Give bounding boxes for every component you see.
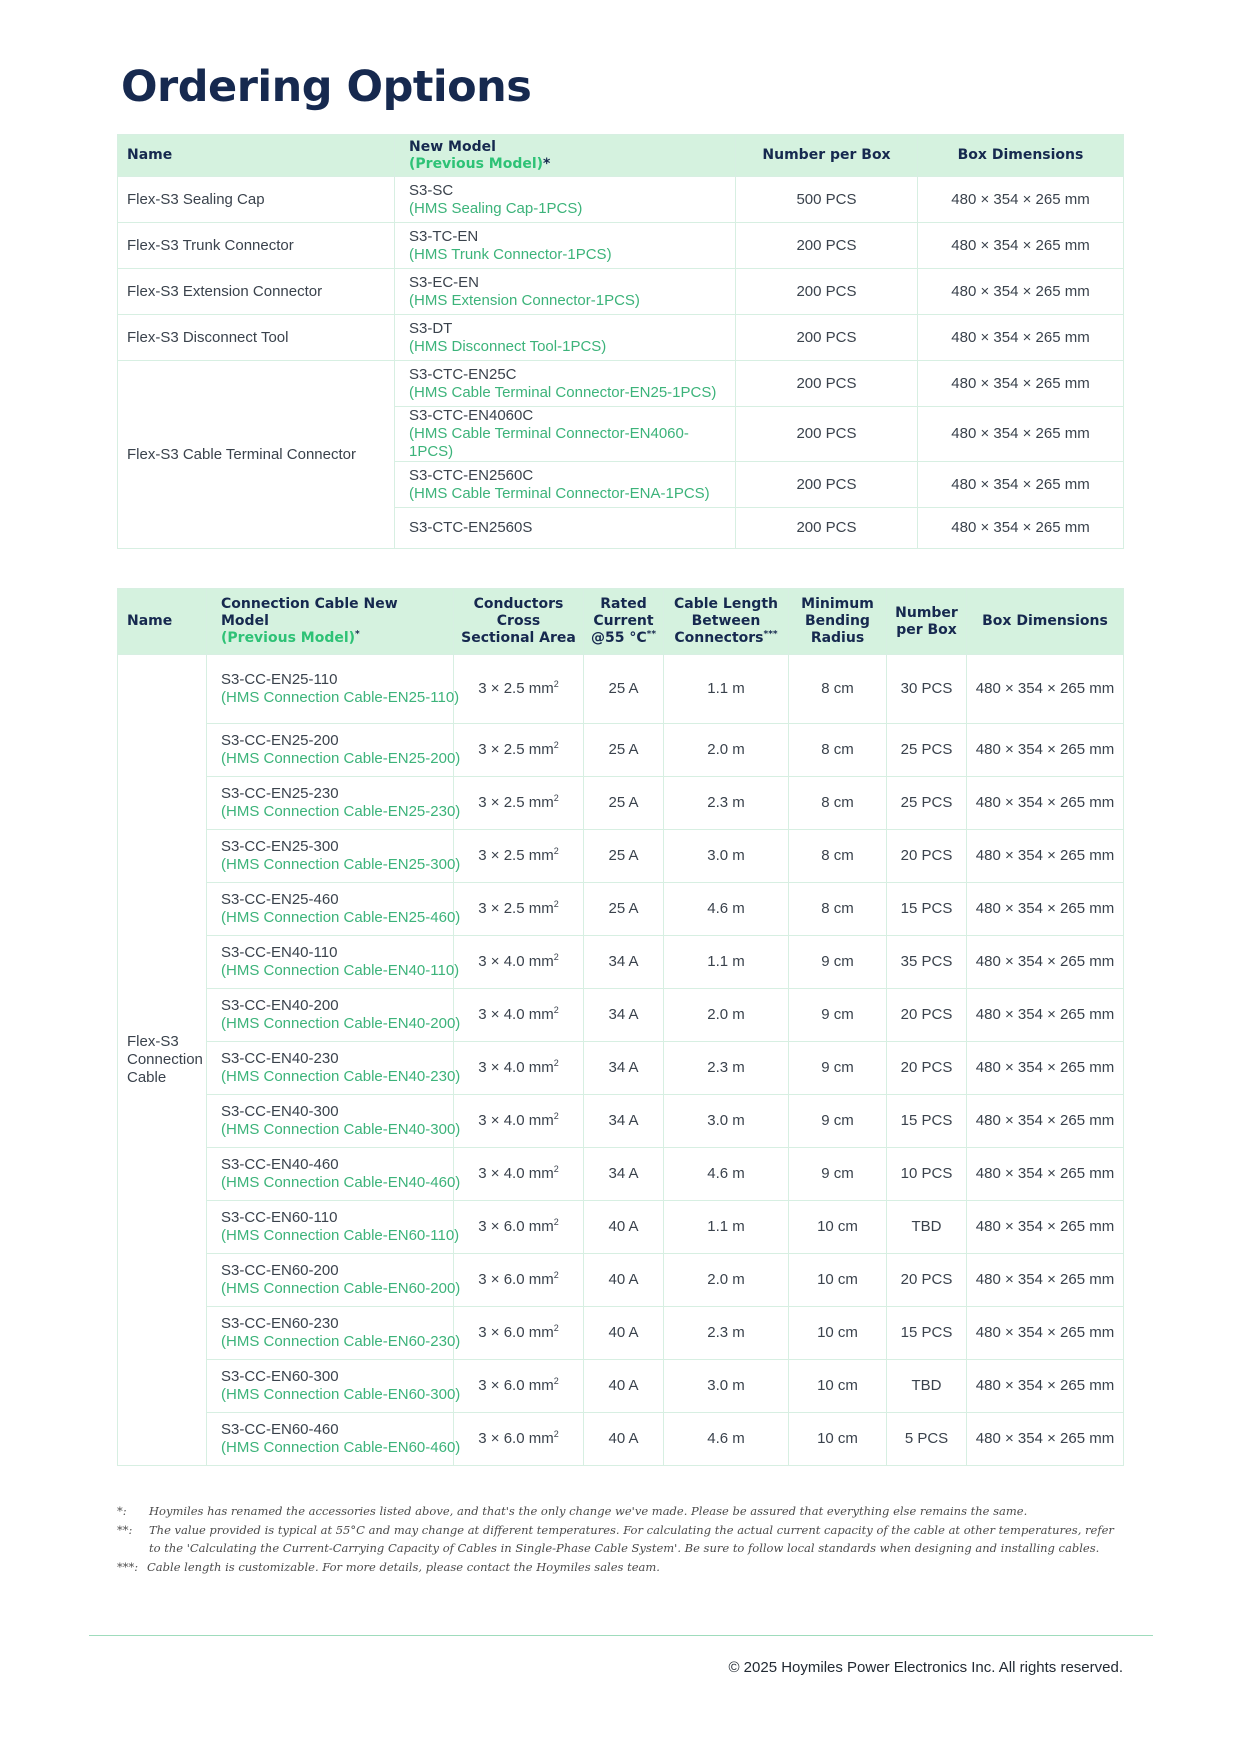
- previous-model: (HMS Connection Cable-EN40-200): [221, 1015, 461, 1032]
- table-row: [118, 1360, 1124, 1413]
- model-cell: [207, 936, 460, 989]
- new-model: S3-CC-EN40-300: [221, 1103, 339, 1120]
- model-cell: [207, 1148, 461, 1201]
- header-line: @55 °C: [590, 630, 647, 646]
- bending-radius-cell: 9 cm: [789, 1095, 887, 1148]
- table-row: [118, 1254, 1124, 1307]
- header-line: Sectional Area: [461, 630, 576, 646]
- rated-current-cell: 34 A: [584, 1042, 664, 1095]
- name-cell: Flex-S3 Sealing Cap: [118, 177, 395, 223]
- header-line: Current: [593, 613, 654, 629]
- table-row: [118, 269, 1124, 315]
- area-value: 3 × 6.0 mm: [478, 1271, 554, 1288]
- name-cell: Flex-S3 Extension Connector: [118, 269, 395, 315]
- new-model: S3-CC-EN25-300: [221, 838, 339, 855]
- number-per-box-cell: 20 PCS: [887, 830, 967, 883]
- box-dimensions-cell: 480 × 354 × 265 mm: [967, 1360, 1124, 1413]
- col-header-cable-length: [664, 589, 789, 655]
- col-header-model-label: Connection Cable New Model: [221, 596, 398, 629]
- number-per-box-cell: TBD: [887, 1360, 967, 1413]
- area-exponent: 2: [553, 679, 559, 689]
- cross-sectional-area-cell: [454, 1042, 584, 1095]
- name-cell: Flex-S3 Connection Cable: [118, 655, 207, 1466]
- new-model: S3-CC-EN60-300: [221, 1368, 339, 1385]
- previous-model: (HMS Disconnect Tool-1PCS): [409, 337, 607, 355]
- box-dimensions-cell: 480 × 354 × 265 mm: [967, 830, 1124, 883]
- model-cell: [207, 883, 461, 936]
- area-exponent: 2: [553, 740, 559, 750]
- area-value: 3 × 2.5 mm: [478, 847, 554, 864]
- box-dimensions-cell: 480 × 354 × 265 mm: [918, 315, 1124, 361]
- cross-sectional-area-cell: [454, 1201, 584, 1254]
- area-exponent: 2: [553, 899, 559, 909]
- number-per-box-cell: 25 PCS: [887, 777, 967, 830]
- col-header-model: [395, 135, 736, 177]
- area-exponent: 2: [553, 1005, 559, 1015]
- model-cell: [207, 777, 461, 830]
- bending-radius-cell: 9 cm: [789, 1042, 887, 1095]
- number-per-box-cell: 15 PCS: [887, 1307, 967, 1360]
- name-cell: Flex-S3 Disconnect Tool: [118, 315, 395, 361]
- col-header-box-dimensions: Box Dimensions: [967, 589, 1124, 655]
- rated-current-cell: 40 A: [584, 1254, 664, 1307]
- header-line: Bending: [805, 613, 870, 629]
- col-header-cross-sectional-area: [454, 589, 584, 655]
- number-per-box-cell: 200 PCS: [736, 223, 918, 269]
- new-model: S3-TC-EN: [409, 227, 479, 245]
- rated-current-cell: 25 A: [584, 724, 664, 777]
- col-header-model: [207, 589, 454, 655]
- cross-sectional-area-cell: [454, 1095, 584, 1148]
- cross-sectional-area-cell: [454, 1360, 584, 1413]
- footer-divider: [89, 1635, 1153, 1636]
- table-row: [118, 830, 1124, 883]
- new-model: S3-CC-EN25-110: [221, 671, 338, 688]
- bending-radius-cell: 9 cm: [789, 989, 887, 1042]
- previous-model: (HMS Extension Connector-1PCS): [409, 291, 640, 309]
- footnote-marker: **: [646, 629, 657, 640]
- cross-sectional-area-cell: [454, 883, 584, 936]
- previous-model: (HMS Connection Cable-EN25-110): [221, 689, 460, 706]
- number-per-box-cell: 500 PCS: [736, 177, 918, 223]
- number-per-box-cell: 200 PCS: [736, 361, 918, 407]
- previous-model: (HMS Cable Terminal Connector-ENA-1PCS): [409, 484, 710, 502]
- footnotes: [117, 1502, 1127, 1576]
- previous-model: (HMS Connection Cable-EN25-460): [221, 909, 461, 926]
- new-model: S3-CC-EN40-460: [221, 1156, 339, 1173]
- box-dimensions-cell: 480 × 354 × 265 mm: [967, 989, 1124, 1042]
- cross-sectional-area-cell: [454, 936, 584, 989]
- table-row: [118, 177, 1124, 223]
- table-row: [118, 883, 1124, 936]
- col-header-rated-current: [584, 589, 664, 655]
- table-row: [118, 361, 1124, 407]
- area-exponent: 2: [553, 793, 559, 803]
- number-per-box-cell: 5 PCS: [887, 1413, 967, 1466]
- table-row: [118, 724, 1124, 777]
- new-model: S3-CC-EN25-230: [221, 785, 339, 802]
- rated-current-cell: 25 A: [584, 777, 664, 830]
- new-model: S3-CC-EN25-460: [221, 891, 339, 908]
- model-cell: [395, 269, 736, 315]
- bending-radius-cell: 10 cm: [789, 1201, 887, 1254]
- box-dimensions-cell: 480 × 354 × 265 mm: [967, 655, 1124, 724]
- rated-current-cell: 40 A: [584, 1360, 664, 1413]
- footnote: [117, 1558, 1127, 1577]
- model-cell: [207, 655, 460, 724]
- new-model: S3-CC-EN40-230: [221, 1050, 339, 1067]
- previous-model: (HMS Connection Cable-EN25-230): [221, 803, 461, 820]
- cable-length-cell: 4.6 m: [664, 1148, 789, 1201]
- cross-sectional-area-cell: [454, 724, 584, 777]
- rated-current-cell: 40 A: [584, 1413, 664, 1466]
- previous-model: (HMS Connection Cable-EN60-200): [221, 1280, 461, 1297]
- new-model: S3-CTC-EN2560C: [409, 466, 534, 484]
- bending-radius-cell: 10 cm: [789, 1254, 887, 1307]
- number-per-box-cell: 25 PCS: [887, 724, 967, 777]
- previous-model: (HMS Connection Cable-EN60-230): [221, 1333, 461, 1350]
- bending-radius-cell: 9 cm: [789, 1148, 887, 1201]
- new-model: S3-CTC-EN2560S: [409, 519, 533, 536]
- box-dimensions-cell: 480 × 354 × 265 mm: [967, 936, 1124, 989]
- box-dimensions-cell: 480 × 354 × 265 mm: [967, 1254, 1124, 1307]
- header-line: Connectors: [674, 630, 764, 646]
- header-line: Between: [691, 613, 761, 629]
- area-exponent: 2: [553, 1270, 559, 1280]
- area-exponent: 2: [553, 1429, 559, 1439]
- header-line: Number: [895, 604, 958, 621]
- previous-model: (HMS Connection Cable-EN25-300): [221, 856, 461, 873]
- model-cell: [207, 830, 461, 883]
- bending-radius-cell: 10 cm: [789, 1413, 887, 1466]
- previous-model: (HMS Connection Cable-EN60-460): [221, 1439, 461, 1456]
- previous-model: (HMS Sealing Cap-1PCS): [409, 199, 583, 217]
- col-header-number-per-box: Number per Box: [736, 135, 918, 177]
- header-line: Minimum: [801, 596, 874, 612]
- box-dimensions-cell: 480 × 354 × 265 mm: [918, 462, 1124, 508]
- previous-model: (HMS Trunk Connector-1PCS): [409, 245, 612, 263]
- new-model: S3-CC-EN40-200: [221, 997, 339, 1014]
- table-row: [118, 936, 1124, 989]
- header-line: per Box: [896, 621, 957, 638]
- area-value: 3 × 4.0 mm: [478, 1165, 554, 1182]
- bending-radius-cell: 8 cm: [789, 777, 887, 830]
- cable-length-cell: 3.0 m: [664, 1095, 789, 1148]
- number-per-box-cell: 30 PCS: [887, 655, 967, 724]
- previous-model: (HMS Connection Cable-EN25-200): [221, 750, 461, 767]
- table-row: [118, 1095, 1124, 1148]
- new-model: S3-CC-EN60-200: [221, 1262, 339, 1279]
- new-model: S3-CC-EN40-110: [221, 944, 338, 961]
- previous-model: (HMS Cable Terminal Connector-EN4060-1PCS): [409, 425, 689, 460]
- col-header-model-label: New Model: [409, 138, 496, 155]
- bending-radius-cell: 8 cm: [789, 724, 887, 777]
- col-header-box-dimensions: Box Dimensions: [918, 135, 1124, 177]
- cable-length-cell: 2.3 m: [664, 1307, 789, 1360]
- box-dimensions-cell: 480 × 354 × 265 mm: [967, 883, 1124, 936]
- box-dimensions-cell: 480 × 354 × 265 mm: [967, 1148, 1124, 1201]
- area-value: 3 × 2.5 mm: [478, 794, 554, 811]
- table-row: [118, 1042, 1124, 1095]
- area-exponent: 2: [553, 952, 559, 962]
- area-exponent: 2: [553, 1217, 559, 1227]
- name-cell: Flex-S3 Trunk Connector: [118, 223, 395, 269]
- cable-length-cell: 4.6 m: [664, 883, 789, 936]
- previous-model: (HMS Connection Cable-EN40-110): [221, 962, 460, 979]
- number-per-box-cell: 200 PCS: [736, 315, 918, 361]
- rated-current-cell: 25 A: [584, 655, 664, 724]
- bending-radius-cell: 9 cm: [789, 936, 887, 989]
- box-dimensions-cell: 480 × 354 × 265 mm: [967, 1042, 1124, 1095]
- footnote-text: The value provided is typical at 55°C and may change at different temperatures. For calculating the actual current capacity of the cable at other temperatures, refer to the 'Calculating the Current-Carrying Capacity of Cables in Single-Phase Cable System'. Be sure to follow local standards when designing and installing cables.: [149, 1522, 1114, 1555]
- col-header-previous-model: (Previous Model): [221, 630, 356, 646]
- previous-model: (HMS Connection Cable-EN60-110): [221, 1227, 460, 1244]
- cross-sectional-area-cell: [454, 655, 584, 724]
- table-row: [118, 1148, 1124, 1201]
- table-row: [118, 1307, 1124, 1360]
- rated-current-cell: 40 A: [584, 1201, 664, 1254]
- footnote-mark: *:: [117, 1504, 127, 1518]
- model-cell: [207, 1201, 460, 1254]
- box-dimensions-cell: 480 × 354 × 265 mm: [918, 269, 1124, 315]
- model-cell: [395, 315, 736, 361]
- footnote: [117, 1521, 1127, 1558]
- page-title: Ordering Options: [121, 62, 532, 112]
- footnote: [117, 1502, 1127, 1521]
- model-cell: [207, 724, 461, 777]
- area-exponent: 2: [553, 1111, 559, 1121]
- number-per-box-cell: 200 PCS: [736, 462, 918, 508]
- model-cell: [395, 177, 736, 223]
- area-value: 3 × 6.0 mm: [478, 1218, 554, 1235]
- accessories-table: [117, 134, 1124, 549]
- model-cell: [207, 989, 461, 1042]
- number-per-box-cell: 20 PCS: [887, 1042, 967, 1095]
- area-exponent: 2: [553, 1058, 559, 1068]
- footnote-marker: ***: [763, 629, 778, 640]
- rated-current-cell: 34 A: [584, 989, 664, 1042]
- area-exponent: 2: [553, 846, 559, 856]
- new-model: S3-SC: [409, 181, 454, 199]
- box-dimensions-cell: 480 × 354 × 265 mm: [918, 223, 1124, 269]
- cross-sectional-area-cell: [454, 989, 584, 1042]
- model-cell: [207, 1095, 461, 1148]
- model-cell: [207, 1360, 461, 1413]
- rated-current-cell: 40 A: [584, 1307, 664, 1360]
- previous-model: (HMS Connection Cable-EN40-460): [221, 1174, 461, 1191]
- area-exponent: 2: [553, 1323, 559, 1333]
- box-dimensions-cell: 480 × 354 × 265 mm: [967, 724, 1124, 777]
- col-header-name: Name: [118, 589, 207, 655]
- header-line: Cable Length: [674, 596, 778, 612]
- footnote-marker: *: [355, 629, 360, 640]
- box-dimensions-cell: 480 × 354 × 265 mm: [918, 361, 1124, 407]
- previous-model: (HMS Connection Cable-EN40-300): [221, 1121, 461, 1138]
- new-model: S3-CC-EN60-230: [221, 1315, 339, 1332]
- number-per-box-cell: 35 PCS: [887, 936, 967, 989]
- bending-radius-cell: 8 cm: [789, 655, 887, 724]
- footnote-mark: **:: [117, 1522, 133, 1537]
- col-header-name: Name: [118, 135, 395, 177]
- footnote-marker: *: [543, 155, 551, 172]
- cable-length-cell: 2.3 m: [664, 777, 789, 830]
- cable-length-cell: 1.1 m: [664, 936, 789, 989]
- model-cell: [395, 462, 736, 508]
- bending-radius-cell: 8 cm: [789, 883, 887, 936]
- model-cell: [395, 407, 736, 462]
- model-cell: [207, 1307, 461, 1360]
- col-header-number-per-box: [887, 589, 967, 655]
- number-per-box-cell: 15 PCS: [887, 883, 967, 936]
- rated-current-cell: 34 A: [584, 1095, 664, 1148]
- model-cell: [207, 1042, 461, 1095]
- cable-length-cell: 1.1 m: [664, 655, 789, 724]
- bending-radius-cell: 8 cm: [789, 830, 887, 883]
- footnote-mark: ***:: [117, 1559, 139, 1574]
- cable-length-cell: 2.0 m: [664, 1254, 789, 1307]
- cable-length-cell: 2.3 m: [664, 1042, 789, 1095]
- new-model: S3-CTC-EN25C: [409, 365, 517, 383]
- cross-sectional-area-cell: [454, 777, 584, 830]
- number-per-box-cell: 200 PCS: [736, 508, 918, 549]
- model-cell: [207, 1254, 461, 1307]
- previous-model: (HMS Cable Terminal Connector-EN25-1PCS): [409, 383, 717, 401]
- area-value: 3 × 4.0 mm: [478, 953, 554, 970]
- cable-length-cell: 1.1 m: [664, 1201, 789, 1254]
- model-cell: [395, 361, 736, 407]
- area-value: 3 × 4.0 mm: [478, 1059, 554, 1076]
- cross-sectional-area-cell: [454, 1307, 584, 1360]
- table-row: [118, 655, 1124, 724]
- bending-radius-cell: 10 cm: [789, 1307, 887, 1360]
- box-dimensions-cell: 480 × 354 × 265 mm: [967, 1413, 1124, 1466]
- box-dimensions-cell: 480 × 354 × 265 mm: [967, 1307, 1124, 1360]
- table-header-row: [118, 135, 1124, 177]
- area-value: 3 × 6.0 mm: [478, 1377, 554, 1394]
- number-per-box-cell: TBD: [887, 1201, 967, 1254]
- connection-cable-rows: [118, 655, 1124, 1466]
- table-row: [118, 315, 1124, 361]
- header-line: Radius: [810, 630, 865, 646]
- footnote-text: Hoymiles has renamed the accessories listed above, and that's the only change we've made. Please be assured that everything else remains the same.: [149, 1504, 1028, 1518]
- box-dimensions-cell: 480 × 354 × 265 mm: [918, 407, 1124, 462]
- number-per-box-cell: 15 PCS: [887, 1095, 967, 1148]
- model-cell: [395, 223, 736, 269]
- previous-model: (HMS Connection Cable-EN40-230): [221, 1068, 461, 1085]
- header-line: Conductors Cross: [473, 596, 564, 629]
- number-per-box-cell: 200 PCS: [736, 269, 918, 315]
- area-value: 3 × 6.0 mm: [478, 1430, 554, 1447]
- bending-radius-cell: 10 cm: [789, 1360, 887, 1413]
- copyright: © 2025 Hoymiles Power Electronics Inc. All rights reserved.: [728, 1659, 1123, 1676]
- new-model: S3-CTC-EN4060C: [409, 407, 534, 424]
- name-cell: Flex-S3 Cable Terminal Connector: [118, 361, 395, 549]
- table-row: [118, 1413, 1124, 1466]
- box-dimensions-cell: 480 × 354 × 265 mm: [967, 1201, 1124, 1254]
- new-model: S3-CC-EN25-200: [221, 732, 339, 749]
- area-value: 3 × 2.5 mm: [478, 680, 554, 697]
- number-per-box-cell: 10 PCS: [887, 1148, 967, 1201]
- model-cell: [207, 1413, 461, 1466]
- cable-length-cell: 2.0 m: [664, 724, 789, 777]
- table-header-row: [118, 589, 1124, 655]
- col-header-bending-radius: [789, 589, 887, 655]
- new-model: S3-EC-EN: [409, 273, 480, 291]
- cable-length-cell: 3.0 m: [664, 1360, 789, 1413]
- table-row: [118, 223, 1124, 269]
- model-cell: [395, 508, 736, 549]
- previous-model: (HMS Connection Cable-EN60-300): [221, 1386, 461, 1403]
- area-exponent: 2: [553, 1376, 559, 1386]
- rated-current-cell: 25 A: [584, 830, 664, 883]
- area-value: 3 × 4.0 mm: [478, 1112, 554, 1129]
- box-dimensions-cell: 480 × 354 × 265 mm: [918, 177, 1124, 223]
- cross-sectional-area-cell: [454, 830, 584, 883]
- rated-current-cell: 34 A: [584, 1148, 664, 1201]
- number-per-box-cell: 200 PCS: [736, 407, 918, 462]
- cable-length-cell: 4.6 m: [664, 1413, 789, 1466]
- rated-current-cell: 25 A: [584, 883, 664, 936]
- new-model: S3-CC-EN60-460: [221, 1421, 339, 1438]
- connection-cable-table: [117, 588, 1124, 1466]
- col-header-previous-model: (Previous Model): [409, 155, 544, 172]
- table-row: [118, 777, 1124, 830]
- area-value: 3 × 6.0 mm: [478, 1324, 554, 1341]
- cross-sectional-area-cell: [454, 1254, 584, 1307]
- area-value: 3 × 2.5 mm: [478, 741, 554, 758]
- box-dimensions-cell: 480 × 354 × 265 mm: [967, 1095, 1124, 1148]
- new-model: S3-CC-EN60-110: [221, 1209, 338, 1226]
- rated-current-cell: 34 A: [584, 936, 664, 989]
- number-per-box-cell: 20 PCS: [887, 989, 967, 1042]
- new-model: S3-DT: [409, 319, 453, 337]
- area-exponent: 2: [553, 1164, 559, 1174]
- box-dimensions-cell: 480 × 354 × 265 mm: [918, 508, 1124, 549]
- cross-sectional-area-cell: [454, 1148, 584, 1201]
- table-row: [118, 989, 1124, 1042]
- header-line: Rated: [600, 596, 647, 612]
- area-value: 3 × 2.5 mm: [478, 900, 554, 917]
- footnote-text: Cable length is customizable. For more details, please contact the Hoymiles sales team.: [147, 1559, 660, 1574]
- number-per-box-cell: 20 PCS: [887, 1254, 967, 1307]
- box-dimensions-cell: 480 × 354 × 265 mm: [967, 777, 1124, 830]
- cable-length-cell: 2.0 m: [664, 989, 789, 1042]
- cross-sectional-area-cell: [454, 1413, 584, 1466]
- area-value: 3 × 4.0 mm: [478, 1006, 554, 1023]
- table-row: [118, 1201, 1124, 1254]
- cable-length-cell: 3.0 m: [664, 830, 789, 883]
